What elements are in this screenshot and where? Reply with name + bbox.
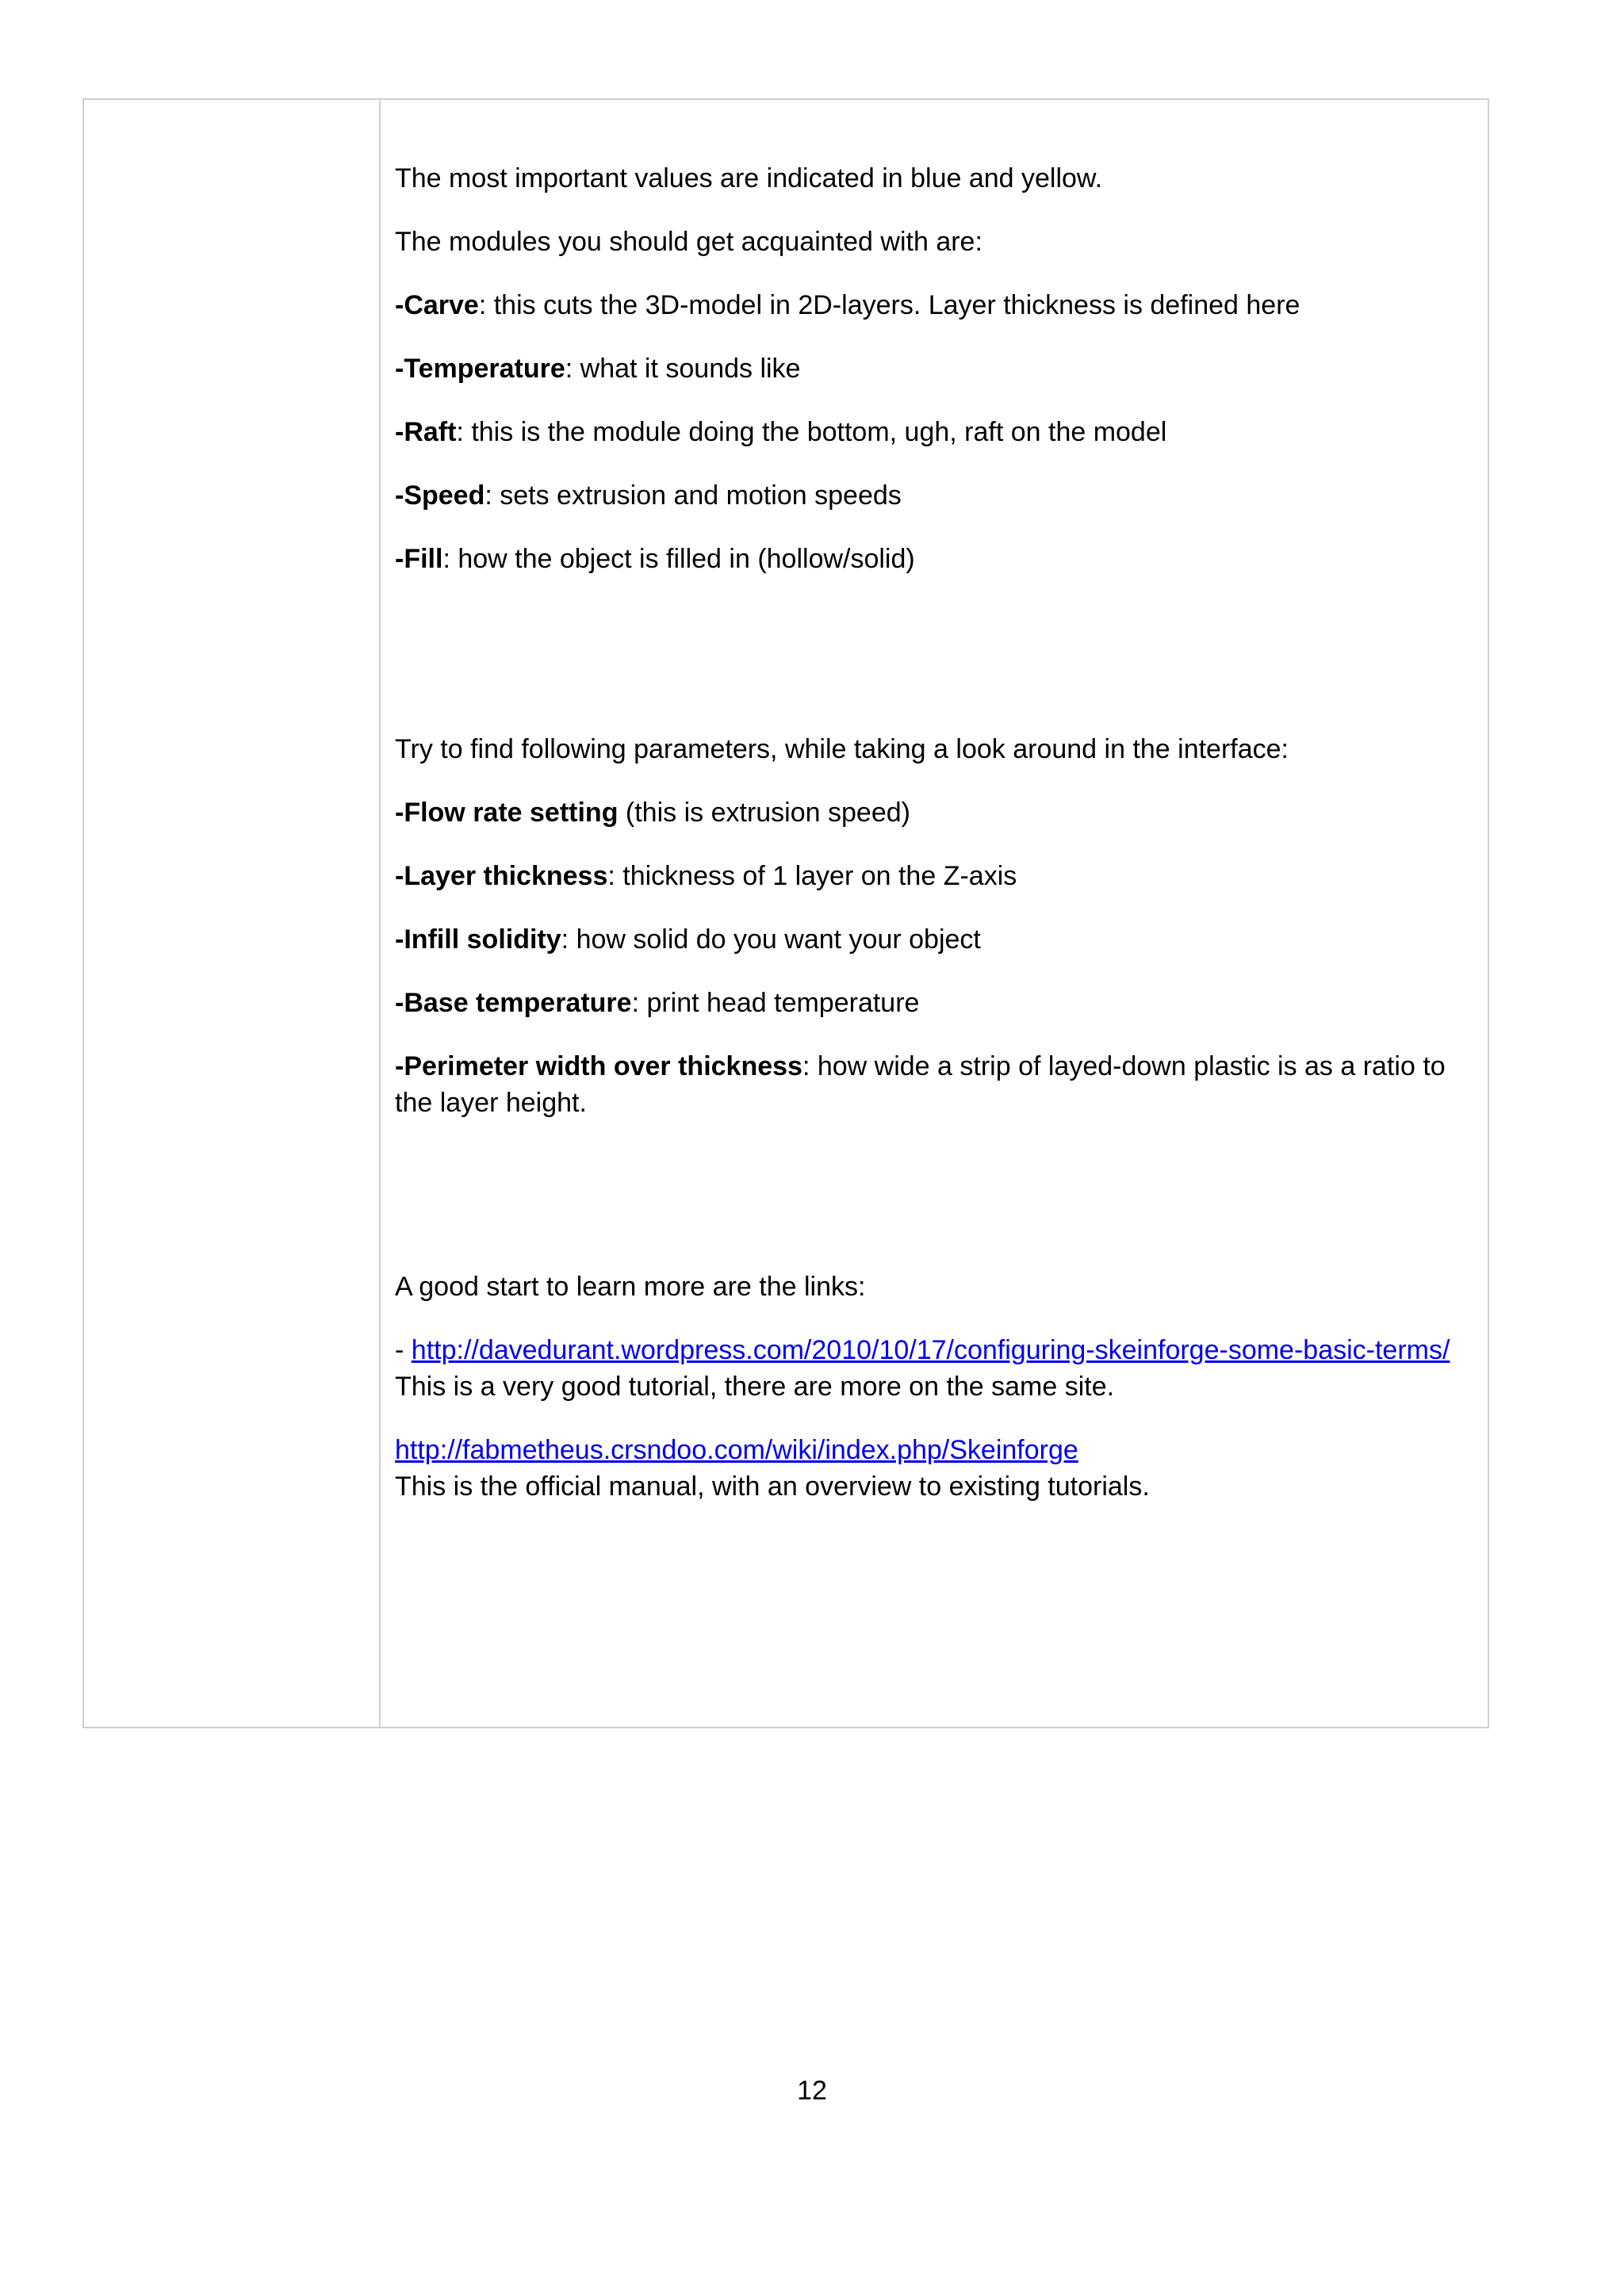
links-intro: A good start to learn more are the links: xyxy=(395,1272,866,1302)
module-item-speed xyxy=(395,477,1472,514)
module-item-raft xyxy=(395,414,1472,450)
param-name: -Perimeter width over thickness xyxy=(395,1051,802,1081)
module-item-fill xyxy=(395,541,1472,577)
content-table xyxy=(82,98,1489,1728)
params-intro: Try to find following parameters, while taking a look around in the interface: xyxy=(395,734,1289,764)
table-right-cell xyxy=(381,100,1488,1727)
module-desc: : what it sounds like xyxy=(565,354,801,384)
intro-line-1: The most important values are indicated in blue and yellow. xyxy=(395,163,1103,193)
manual-link[interactable]: http://fabmetheus.crsndoo.com/wiki/index.php/Skeinforge xyxy=(395,1435,1078,1465)
module-desc: : this cuts the 3D-model in 2D-layers. Layer thickness is defined here xyxy=(478,290,1300,320)
page-number: 12 xyxy=(797,2076,827,2106)
param-name: -Base temperature xyxy=(395,988,632,1018)
link-note: This is the official manual, with an overview to existing tutorials. xyxy=(395,1471,1150,1502)
link-item-manual xyxy=(395,1432,1472,1505)
param-item-perimeter-width xyxy=(395,1048,1472,1121)
param-name: -Flow rate setting xyxy=(395,798,619,828)
module-name: -Carve xyxy=(395,290,479,320)
module-name: -Raft xyxy=(395,417,457,447)
param-item-base-temperature xyxy=(395,985,1472,1021)
param-item-flow-rate xyxy=(395,794,1472,831)
table-left-cell xyxy=(84,100,381,1727)
module-item-carve xyxy=(395,287,1472,323)
spacer xyxy=(395,1148,1472,1269)
tutorial-link[interactable]: http://davedurant.wordpress.com/2010/10/17/configuring-skeinforge-some-basic-terms/ xyxy=(411,1335,1450,1365)
param-desc: : how solid do you want your object xyxy=(561,924,981,955)
module-desc: : sets extrusion and motion speeds xyxy=(485,480,902,511)
param-item-layer-thickness xyxy=(395,858,1472,894)
link-note: This is a very good tutorial, there are more on the same site. xyxy=(395,1372,1115,1402)
param-desc: : thickness of 1 layer on the Z-axis xyxy=(607,861,1017,891)
param-name: -Layer thickness xyxy=(395,861,608,891)
module-item-temperature xyxy=(395,350,1472,387)
param-item-infill-solidity xyxy=(395,921,1472,958)
link-item-tutorial xyxy=(395,1332,1472,1405)
module-name: -Speed xyxy=(395,480,485,511)
link-prefix: - xyxy=(395,1335,412,1365)
param-desc: : print head temperature xyxy=(631,988,920,1018)
module-name: -Temperature xyxy=(395,354,565,384)
param-desc: (this is extrusion speed) xyxy=(618,798,910,828)
intro-line-2: The modules you should get acquainted with are: xyxy=(395,227,982,257)
param-desc: : how wide a strip of layed-down plastic is as a ratio to the layer height. xyxy=(395,1051,1446,1118)
param-name: -Infill solidity xyxy=(395,924,561,955)
module-name: -Fill xyxy=(395,544,443,574)
spacer xyxy=(395,604,1472,731)
module-desc: : this is the module doing the bottom, ugh, raft on the model xyxy=(456,417,1167,447)
module-desc: : how the object is filled in (hollow/solid) xyxy=(442,544,915,574)
